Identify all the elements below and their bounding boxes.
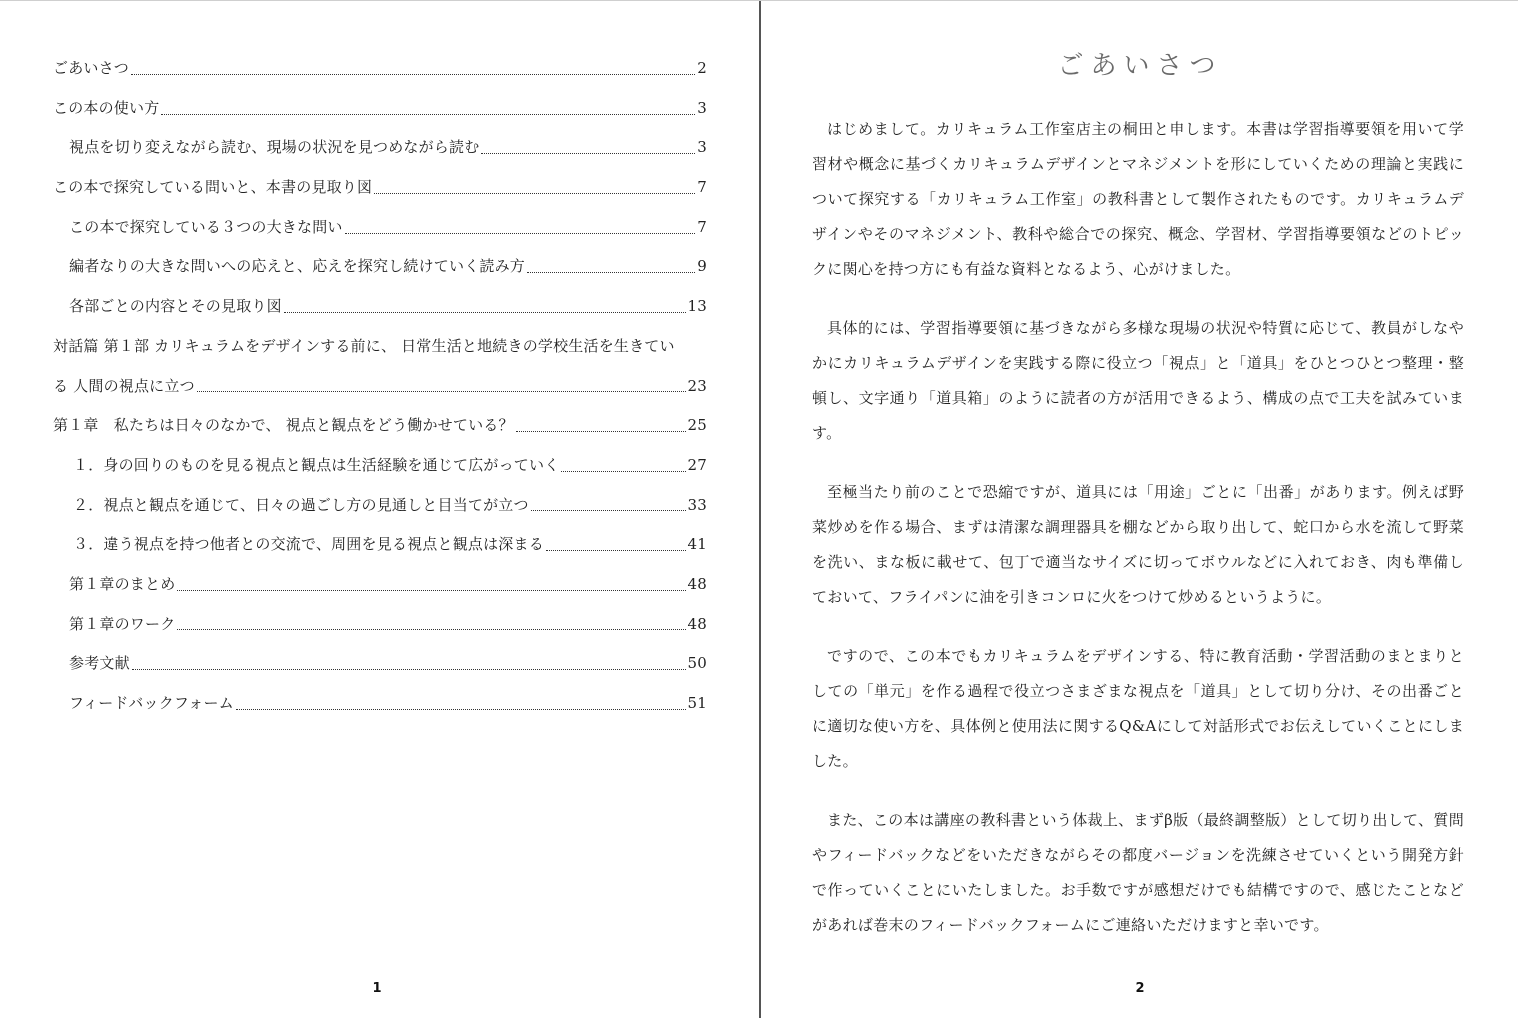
toc-entry-title: る 人間の視点に立つ: [53, 376, 195, 395]
toc-entry[interactable]: [53, 367, 707, 407]
toc-entry-page-number: 25: [687, 416, 707, 435]
toc-entry-page-number: 7: [697, 178, 707, 197]
toc-entry-page-number: 48: [687, 614, 707, 633]
toc-entry-title: ごあいさつ: [53, 59, 130, 77]
paragraph: はじめまして。カリキュラム工作室店主の桐田と申します。本書は学習指導要領を用いて学習材や概念に基づくカリキュラムデザインとマネジメントを形にしていくための理論と実践について探究する「カリキュラム工作室」の教科書として製作されたものです。カリキュラムデザインやそのマネジメント、教科や総合での探究、概念、学習材、学習指導要領などのトピックに関心を持つ方にも有益な資料となるよう、心がけました。: [812, 120, 1464, 278]
toc-entry-title: この本で探究している問いと、本書の見取り図: [53, 178, 373, 197]
toc-entry[interactable]: [53, 168, 707, 208]
toc-dot-leader: [131, 73, 695, 75]
toc-dot-leader: [161, 113, 695, 115]
toc-entry-title: 視点を切り変えながら読む、現場の状況を見つめながら読む: [69, 138, 480, 157]
toc-entry[interactable]: [53, 525, 707, 565]
toc-dot-leader: [374, 192, 695, 194]
greeting-body: [812, 112, 1464, 967]
toc-entry[interactable]: [53, 208, 707, 248]
toc-entry-page-number: 7: [697, 217, 707, 236]
paragraph: 具体的には、学習指導要領に基づきながら多様な現場の状況や特質に応じて、教員がしなやかにカリキュラムデザインを実践する際に役立つ「視点」と「道具」をひとつひとつ整理・整頓し、文字通り「道具箱」のように読者の方が活用できるよう、構成の点で工夫を試みています。: [812, 319, 1464, 442]
toc-entry[interactable]: [53, 446, 707, 486]
paragraph: ですので、この本でもカリキュラムをデザインする、特に教育活動・学習活動のまとまりとしての「単元」を作る過程で役立つさまざまな視点を「道具」として切り分け、その出番ごとに適切な使い方を、具体例と使用法に関するQ&Aにして対話形式でお伝えしていくことにしました。: [812, 647, 1464, 770]
toc-entry-page-number: 13: [687, 297, 707, 316]
toc-entry[interactable]: [53, 49, 707, 89]
toc-entry-title: 対話篇 第１部 カリキュラムをデザインする前に、 日常生活と地続きの学校生活を生きてい: [53, 336, 675, 355]
toc-entry-page-number: 3: [697, 138, 707, 157]
toc-entry-title: 参考文献: [69, 654, 130, 673]
toc-dot-leader: [516, 430, 686, 432]
toc-entry-title: 第１章 私たちは日々のなかで、 視点と観点をどう働かせている？: [53, 416, 514, 435]
paragraph: また、この本は講座の教科書という体裁上、まずβ版（最終調整版）として切り出して、質問やフィードバックなどをいただきながらその都度バージョンを洗練させていくという開発方針で作っていくことにいたしました。お手数ですが感想だけでも結構ですので、感じたことなどがあれば巻末のフィードバックフォームにご連絡いただけますと幸いです。: [812, 811, 1464, 934]
toc-entry[interactable]: [53, 406, 707, 446]
toc-entry-page-number: 2: [697, 59, 707, 77]
toc-entry[interactable]: [53, 287, 707, 327]
toc-entry[interactable]: [53, 684, 707, 724]
page-number: 2: [1135, 981, 1145, 996]
toc-dot-leader: [527, 271, 695, 273]
toc-dot-leader: [345, 232, 696, 234]
toc-dot-leader: [546, 549, 686, 551]
toc-entry-title: フィードバックフォーム: [69, 694, 234, 712]
page-number: 1: [372, 981, 382, 996]
toc-entry-title: この本の使い方: [53, 98, 160, 117]
toc-entry-title: １．身の回りのものを見る視点と観点は生活経験を通じて広がっていく: [73, 455, 560, 474]
toc-entry-page-number: 48: [687, 574, 707, 593]
toc-entry-page-number: 3: [697, 98, 707, 117]
toc-dot-leader: [132, 668, 686, 670]
toc-dot-leader: [561, 470, 685, 472]
toc-entry[interactable]: [53, 247, 707, 287]
page-title: ごあいさつ: [1057, 51, 1223, 81]
toc-entry-title: ２．視点と観点を通じて、日々の過ごし方の見通しと目当てが立つ: [73, 495, 529, 514]
toc-entry-page-number: 33: [687, 495, 707, 514]
toc-entry[interactable]: [53, 327, 707, 367]
toc-entry-title: 各部ごとの内容とその見取り図: [69, 297, 282, 316]
toc-entry-title: 第１章のまとめ: [69, 574, 176, 593]
left-page: [0, 1, 760, 1018]
toc-entry-page-number: 9: [697, 257, 707, 276]
paragraph: 至極当たり前のことで恐縮ですが、道具には「用途」ごとに「出番」があります。例えば野菜炒めを作る場合、まずは清潔な調理器具を棚などから取り出して、蛇口から水を流して野菜を洗い、まな板に載せて、包丁で適当なサイズに切ってボウルなどに入れておき、肉も準備しておいて、フライパンに油を引きコンロに火をつけて炒めるというように。: [812, 483, 1464, 606]
toc-entry-page-number: 27: [687, 455, 707, 474]
toc-entry-title: 第１章のワーク: [69, 614, 176, 633]
toc-entry-title: この本で探究している３つの大きな問い: [69, 217, 343, 236]
toc-entry[interactable]: [53, 605, 707, 645]
toc-dot-leader: [531, 509, 686, 511]
toc-dot-leader: [177, 628, 685, 630]
toc-entry-page-number: 23: [687, 376, 707, 395]
toc-entry-page-number: 51: [687, 694, 707, 712]
table-of-contents: [53, 49, 707, 724]
toc-dot-leader: [481, 152, 695, 154]
toc-dot-leader: [177, 589, 685, 591]
toc-entry[interactable]: [53, 565, 707, 605]
toc-entry[interactable]: [53, 486, 707, 526]
toc-dot-leader: [236, 708, 686, 710]
page-gutter-divider: [759, 1, 761, 1018]
toc-entry-title: 編者なりの大きな問いへの応えと、応えを探究し続けていく読み方: [69, 257, 526, 276]
toc-entry[interactable]: [53, 644, 707, 684]
toc-entry[interactable]: [53, 89, 707, 129]
toc-entry-page-number: 50: [687, 654, 707, 673]
toc-entry[interactable]: [53, 128, 707, 168]
right-page: [762, 1, 1518, 1018]
toc-dot-leader: [284, 311, 686, 313]
toc-entry-title: ３．違う視点を持つ他者との交流で、周囲を見る視点と観点は深まる: [73, 535, 544, 554]
toc-dot-leader: [197, 390, 686, 392]
toc-entry-page-number: 41: [687, 535, 707, 554]
